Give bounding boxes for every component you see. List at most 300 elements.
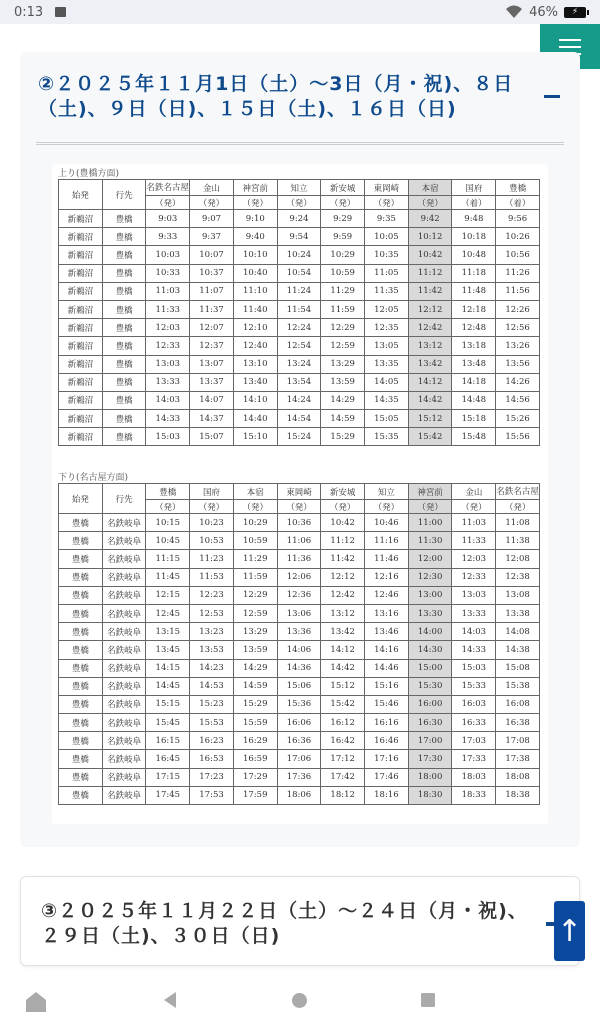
table-cell: 9:56 <box>496 210 540 228</box>
table-cell: 18:03 <box>452 768 496 786</box>
column-header: 知立 <box>277 180 321 196</box>
table-cell: 10:46 <box>365 514 409 532</box>
table-cell: 12:24 <box>277 319 321 337</box>
table-cell: 12:05 <box>365 300 409 318</box>
table-cell: 11:56 <box>496 282 540 300</box>
table-cell: 12:54 <box>277 337 321 355</box>
arrow-up-icon: ↑ <box>556 913 583 949</box>
divider <box>36 142 564 145</box>
up-direction-label: 上り(豊橋方面) <box>58 169 120 179</box>
table-cell: 12:07 <box>190 319 234 337</box>
column-subheader: （発） <box>321 500 365 514</box>
table-cell: 新鵜沼 <box>59 264 103 282</box>
table-cell: 14:42 <box>408 391 452 409</box>
table-row <box>59 768 540 786</box>
table-cell: 11:33 <box>146 300 190 318</box>
table-row <box>59 391 540 409</box>
column-header: 本宿 <box>408 180 452 196</box>
table-cell: 10:07 <box>190 246 234 264</box>
table-cell: 15:35 <box>365 428 409 446</box>
table-cell: 新鵜沼 <box>59 300 103 318</box>
table-cell: 11:42 <box>408 282 452 300</box>
table-cell: 14:12 <box>321 641 365 659</box>
table-cell: 15:29 <box>233 695 277 713</box>
table-cell: 10:33 <box>146 264 190 282</box>
table-cell: 15:16 <box>365 677 409 695</box>
table-cell: 名鉄岐阜 <box>102 568 146 586</box>
table-cell: 17:53 <box>190 786 234 804</box>
table-cell: 16:16 <box>365 714 409 732</box>
column-header: 豊橋 <box>496 180 540 196</box>
table-cell: 15:26 <box>496 410 540 428</box>
column-header: 新安城 <box>321 180 365 196</box>
table-cell: 15:24 <box>277 428 321 446</box>
table-cell: 16:36 <box>277 732 321 750</box>
table-cell: 15:48 <box>452 428 496 446</box>
table-cell: 15:36 <box>277 695 321 713</box>
table-cell: 豊橋 <box>102 391 146 409</box>
table-cell: 12:30 <box>408 568 452 586</box>
table-cell: 11:38 <box>496 532 540 550</box>
table-row <box>59 300 540 318</box>
table-cell: 15:42 <box>321 695 365 713</box>
table-cell: 名鉄岐阜 <box>102 514 146 532</box>
battery-percent: 46% <box>529 4 558 20</box>
table-cell: 14:05 <box>365 373 409 391</box>
table-cell: 15:03 <box>452 659 496 677</box>
table-cell: 12:33 <box>452 568 496 586</box>
table-cell: 10:53 <box>190 532 234 550</box>
table-cell: 12:53 <box>190 604 234 622</box>
table-cell: 14:35 <box>365 391 409 409</box>
table-cell: 14:42 <box>321 659 365 677</box>
table-row <box>59 410 540 428</box>
table-cell: 名鉄岐阜 <box>102 695 146 713</box>
column-subheader: （着） <box>452 196 496 210</box>
table-cell: 新鵜沼 <box>59 319 103 337</box>
timetable-image <box>52 164 548 824</box>
table-cell: 14:54 <box>277 410 321 428</box>
table-cell: 12:12 <box>408 300 452 318</box>
hamburger-icon <box>559 39 581 41</box>
table-cell: 10:29 <box>321 246 365 264</box>
table-cell: 12:29 <box>233 586 277 604</box>
table-cell: 10:10 <box>233 246 277 264</box>
table-cell: 16:30 <box>408 714 452 732</box>
app-home-icon[interactable] <box>26 992 46 1012</box>
table-cell: 12:59 <box>321 337 365 355</box>
section-3-title[interactable]: ③２０２５年１１月２２日（土）～２４日（月・祝)、２９日（土)、３０日（日) <box>41 900 528 947</box>
table-cell: 11:10 <box>233 282 277 300</box>
table-cell: 豊橋 <box>59 550 103 568</box>
table-cell: 12:16 <box>365 568 409 586</box>
table-cell: 11:37 <box>190 300 234 318</box>
table-cell: 9:24 <box>277 210 321 228</box>
table-cell: 豊橋 <box>59 732 103 750</box>
table-row <box>59 428 540 446</box>
table-cell: 15:12 <box>408 410 452 428</box>
table-cell: 11:59 <box>321 300 365 318</box>
table-cell: 10:23 <box>190 514 234 532</box>
table-cell: 17:30 <box>408 750 452 768</box>
table-cell: 15:56 <box>496 428 540 446</box>
table-cell: 15:12 <box>321 677 365 695</box>
table-row <box>59 568 540 586</box>
wifi-icon <box>505 5 523 19</box>
table-cell: 11:46 <box>365 550 409 568</box>
table-cell: 14:29 <box>233 659 277 677</box>
column-header: 行先 <box>102 484 146 514</box>
table-row <box>59 210 540 228</box>
scroll-to-top-button[interactable] <box>554 901 585 961</box>
table-cell: 17:59 <box>233 786 277 804</box>
table-cell: 11:35 <box>365 282 409 300</box>
table-cell: 13:53 <box>190 641 234 659</box>
column-subheader: （発） <box>233 196 277 210</box>
section-2-title[interactable]: ②２０２５年１１月1日（土）～3日（月・祝)、８日（土)、９日（日)、１５日（土)、１６日（日) <box>38 73 514 120</box>
table-cell: 12:03 <box>146 319 190 337</box>
table-cell: 14:40 <box>233 410 277 428</box>
table-cell: 16:08 <box>496 695 540 713</box>
column-subheader: （発） <box>233 500 277 514</box>
table-row <box>59 532 540 550</box>
table-cell: 13:16 <box>365 604 409 622</box>
table-cell: 13:59 <box>321 373 365 391</box>
table-cell: 新鵜沼 <box>59 373 103 391</box>
table-cell: 豊橋 <box>59 623 103 641</box>
table-cell: 18:00 <box>408 768 452 786</box>
table-cell: 16:59 <box>233 750 277 768</box>
table-cell: 18:38 <box>496 786 540 804</box>
home-icon[interactable] <box>292 993 307 1008</box>
table-cell: 9:07 <box>190 210 234 228</box>
table-cell: 16:42 <box>321 732 365 750</box>
table-cell: 16:15 <box>146 732 190 750</box>
table-cell: 豊橋 <box>102 337 146 355</box>
table-cell: 12:10 <box>233 319 277 337</box>
table-cell: 11:08 <box>496 514 540 532</box>
table-cell: 16:38 <box>496 714 540 732</box>
table-cell: 11:05 <box>365 264 409 282</box>
table-cell: 13:07 <box>190 355 234 373</box>
table-cell: 10:03 <box>146 246 190 264</box>
table-cell: 17:45 <box>146 786 190 804</box>
table-cell: 15:33 <box>452 677 496 695</box>
status-bar <box>0 0 600 24</box>
table-cell: 12:45 <box>146 604 190 622</box>
table-cell: 豊橋 <box>59 659 103 677</box>
column-subheader: （発） <box>408 500 452 514</box>
accordion-section-3[interactable] <box>20 876 583 966</box>
down-direction-label: 下り(名古屋方面) <box>58 473 129 483</box>
column-subheader: （発） <box>146 196 190 210</box>
table-cell: 13:12 <box>408 337 452 355</box>
table-cell: 13:42 <box>321 623 365 641</box>
table-cell: 12:48 <box>452 319 496 337</box>
table-cell: 10:29 <box>233 514 277 532</box>
table-cell: 13:40 <box>233 373 277 391</box>
column-header: 金山 <box>190 180 234 196</box>
table-cell: 14:59 <box>233 677 277 695</box>
column-header: 新安城 <box>321 484 365 500</box>
table-cell: 13:15 <box>146 623 190 641</box>
table-cell: 16:33 <box>452 714 496 732</box>
column-subheader: （発） <box>321 196 365 210</box>
android-nav-bar <box>0 980 600 1024</box>
table-cell: 14:56 <box>496 391 540 409</box>
table-row <box>59 604 540 622</box>
table-cell: 14:03 <box>452 623 496 641</box>
table-row <box>59 641 540 659</box>
table-cell: 11:45 <box>146 568 190 586</box>
table-row <box>59 677 540 695</box>
table-row <box>59 355 540 373</box>
recent-apps-icon[interactable] <box>421 993 435 1007</box>
table-cell: 12:08 <box>496 550 540 568</box>
table-cell: 17:33 <box>452 750 496 768</box>
table-cell: 13:38 <box>496 604 540 622</box>
table-cell: 15:06 <box>277 677 321 695</box>
table-cell: 17:06 <box>277 750 321 768</box>
table-cell: 14:59 <box>321 410 365 428</box>
table-cell: 13:35 <box>365 355 409 373</box>
table-cell: 名鉄岐阜 <box>102 586 146 604</box>
table-cell: 13:18 <box>452 337 496 355</box>
table-cell: 15:05 <box>365 410 409 428</box>
table-cell: 豊橋 <box>102 373 146 391</box>
table-cell: 10:18 <box>452 228 496 246</box>
table-cell: 名鉄岐阜 <box>102 623 146 641</box>
table-cell: 豊橋 <box>102 282 146 300</box>
table-cell: 11:03 <box>146 282 190 300</box>
table-cell: 15:45 <box>146 714 190 732</box>
table-row <box>59 319 540 337</box>
column-subheader: （発） <box>190 500 234 514</box>
column-header: 知立 <box>365 484 409 500</box>
table-cell: 9:54 <box>277 228 321 246</box>
table-cell: 11:53 <box>190 568 234 586</box>
table-cell: 14:37 <box>190 410 234 428</box>
table-cell: 13:33 <box>146 373 190 391</box>
battery-charging-icon: ⚡ <box>564 7 586 18</box>
table-cell: 豊橋 <box>102 355 146 373</box>
table-cell: 13:26 <box>496 337 540 355</box>
table-cell: 豊橋 <box>102 246 146 264</box>
table-cell: 12:12 <box>321 568 365 586</box>
table-cell: 14:26 <box>496 373 540 391</box>
table-cell: 豊橋 <box>59 568 103 586</box>
table-cell: 10:05 <box>365 228 409 246</box>
table-cell: 12:26 <box>496 300 540 318</box>
column-header: 国府 <box>190 484 234 500</box>
table-cell: 10:36 <box>277 514 321 532</box>
table-cell: 15:59 <box>233 714 277 732</box>
table-cell: 14:06 <box>277 641 321 659</box>
column-header: 金山 <box>452 484 496 500</box>
column-header: 東岡崎 <box>277 484 321 500</box>
column-subheader: （発） <box>146 500 190 514</box>
table-cell: 10:37 <box>190 264 234 282</box>
table-cell: 12:38 <box>496 568 540 586</box>
table-cell: 豊橋 <box>59 641 103 659</box>
table-cell: 13:05 <box>365 337 409 355</box>
table-cell: 15:03 <box>146 428 190 446</box>
table-cell: 11:59 <box>233 568 277 586</box>
table-cell: 豊橋 <box>59 695 103 713</box>
table-cell: 豊橋 <box>59 768 103 786</box>
table-cell: 11:00 <box>408 514 452 532</box>
table-cell: 18:33 <box>452 786 496 804</box>
table-cell: 豊橋 <box>59 514 103 532</box>
table-row <box>59 786 540 804</box>
table-cell: 14:48 <box>452 391 496 409</box>
table-cell: 13:46 <box>365 623 409 641</box>
table-cell: 16:53 <box>190 750 234 768</box>
table-cell: 12:59 <box>233 604 277 622</box>
table-row <box>59 659 540 677</box>
table-cell: 17:03 <box>452 732 496 750</box>
column-header: 国府 <box>452 180 496 196</box>
table-cell: 11:16 <box>365 532 409 550</box>
table-cell: 18:12 <box>321 786 365 804</box>
table-cell: 11:33 <box>452 532 496 550</box>
table-cell: 新鵜沼 <box>59 428 103 446</box>
table-cell: 豊橋 <box>102 410 146 428</box>
table-cell: 13:48 <box>452 355 496 373</box>
table-cell: 17:08 <box>496 732 540 750</box>
table-cell: 11:48 <box>452 282 496 300</box>
table-cell: 13:03 <box>146 355 190 373</box>
table-cell: 10:24 <box>277 246 321 264</box>
table-cell: 9:35 <box>365 210 409 228</box>
table-cell: 豊橋 <box>102 428 146 446</box>
table-cell: 11:36 <box>277 550 321 568</box>
table-cell: 10:59 <box>233 532 277 550</box>
table-cell: 15:15 <box>146 695 190 713</box>
table-cell: 11:15 <box>146 550 190 568</box>
minus-icon[interactable] <box>544 95 560 98</box>
table-row <box>59 282 540 300</box>
table-cell: 豊橋 <box>59 677 103 695</box>
image-notification-icon <box>55 7 66 17</box>
table-cell: 9:29 <box>321 210 365 228</box>
table-cell: 新鵜沼 <box>59 282 103 300</box>
table-cell: 16:12 <box>321 714 365 732</box>
table-cell: 11:29 <box>321 282 365 300</box>
table-cell: 16:46 <box>365 732 409 750</box>
table-cell: 豊橋 <box>59 532 103 550</box>
column-header: 本宿 <box>233 484 277 500</box>
table-cell: 16:00 <box>408 695 452 713</box>
table-cell: 9:03 <box>146 210 190 228</box>
table-cell: 名鉄岐阜 <box>102 532 146 550</box>
back-icon[interactable] <box>164 992 176 1008</box>
table-cell: 9:10 <box>233 210 277 228</box>
table-cell: 豊橋 <box>59 604 103 622</box>
table-cell: 15:18 <box>452 410 496 428</box>
table-cell: 10:48 <box>452 246 496 264</box>
column-header: 始発 <box>59 180 103 210</box>
table-cell: 11:03 <box>452 514 496 532</box>
table-cell: 13:37 <box>190 373 234 391</box>
column-subheader: （発） <box>452 500 496 514</box>
table-cell: 13:24 <box>277 355 321 373</box>
table-cell: 9:33 <box>146 228 190 246</box>
table-cell: 豊橋 <box>59 750 103 768</box>
column-header: 東岡崎 <box>365 180 409 196</box>
table-cell: 17:38 <box>496 750 540 768</box>
table-cell: 新鵜沼 <box>59 355 103 373</box>
column-header: 豊橋 <box>146 484 190 500</box>
table-cell: 名鉄岐阜 <box>102 659 146 677</box>
table-cell: 15:07 <box>190 428 234 446</box>
table-cell: 11:40 <box>233 300 277 318</box>
table-cell: 11:29 <box>233 550 277 568</box>
table-cell: 12:06 <box>277 568 321 586</box>
table-cell: 13:42 <box>408 355 452 373</box>
table-cell: 12:40 <box>233 337 277 355</box>
column-subheader: （発） <box>277 196 321 210</box>
table-cell: 9:40 <box>233 228 277 246</box>
column-header: 行先 <box>102 180 146 210</box>
table-cell: 11:12 <box>408 264 452 282</box>
table-cell: 13:54 <box>277 373 321 391</box>
accordion-section-2 <box>20 52 580 847</box>
table-cell: 11:06 <box>277 532 321 550</box>
table-cell: 14:38 <box>496 641 540 659</box>
table-cell: 12:00 <box>408 550 452 568</box>
table-cell: 14:03 <box>146 391 190 409</box>
table-cell: 11:54 <box>277 300 321 318</box>
table-cell: 11:42 <box>321 550 365 568</box>
table-cell: 14:30 <box>408 641 452 659</box>
table-cell: 13:12 <box>321 604 365 622</box>
column-header: 始発 <box>59 484 103 514</box>
table-cell: 13:10 <box>233 355 277 373</box>
table-cell: 12:03 <box>452 550 496 568</box>
table-cell: 10:59 <box>321 264 365 282</box>
table-cell: 12:33 <box>146 337 190 355</box>
table-cell: 名鉄岐阜 <box>102 750 146 768</box>
table-cell: 14:46 <box>365 659 409 677</box>
table-row <box>59 750 540 768</box>
table-cell: 13:23 <box>190 623 234 641</box>
table-cell: 名鉄岐阜 <box>102 604 146 622</box>
table-cell: 14:33 <box>452 641 496 659</box>
table-cell: 9:42 <box>408 210 452 228</box>
table-cell: 豊橋 <box>102 319 146 337</box>
table-cell: 17:29 <box>233 768 277 786</box>
table-cell: 豊橋 <box>102 228 146 246</box>
column-subheader: （発） <box>190 196 234 210</box>
table-cell: 14:12 <box>408 373 452 391</box>
table-cell: 10:40 <box>233 264 277 282</box>
table-cell: 14:07 <box>190 391 234 409</box>
table-row <box>59 714 540 732</box>
table-cell: 17:46 <box>365 768 409 786</box>
table-cell: 14:24 <box>277 391 321 409</box>
table-cell: 11:23 <box>190 550 234 568</box>
table-cell: 豊橋 <box>59 714 103 732</box>
table-cell: 名鉄岐阜 <box>102 550 146 568</box>
table-cell: 名鉄岐阜 <box>102 768 146 786</box>
table-cell: 10:54 <box>277 264 321 282</box>
table-cell: 10:26 <box>496 228 540 246</box>
table-cell: 18:30 <box>408 786 452 804</box>
status-time: 0:13 <box>14 4 44 20</box>
table-cell: 10:42 <box>408 246 452 264</box>
table-cell: 豊橋 <box>102 300 146 318</box>
